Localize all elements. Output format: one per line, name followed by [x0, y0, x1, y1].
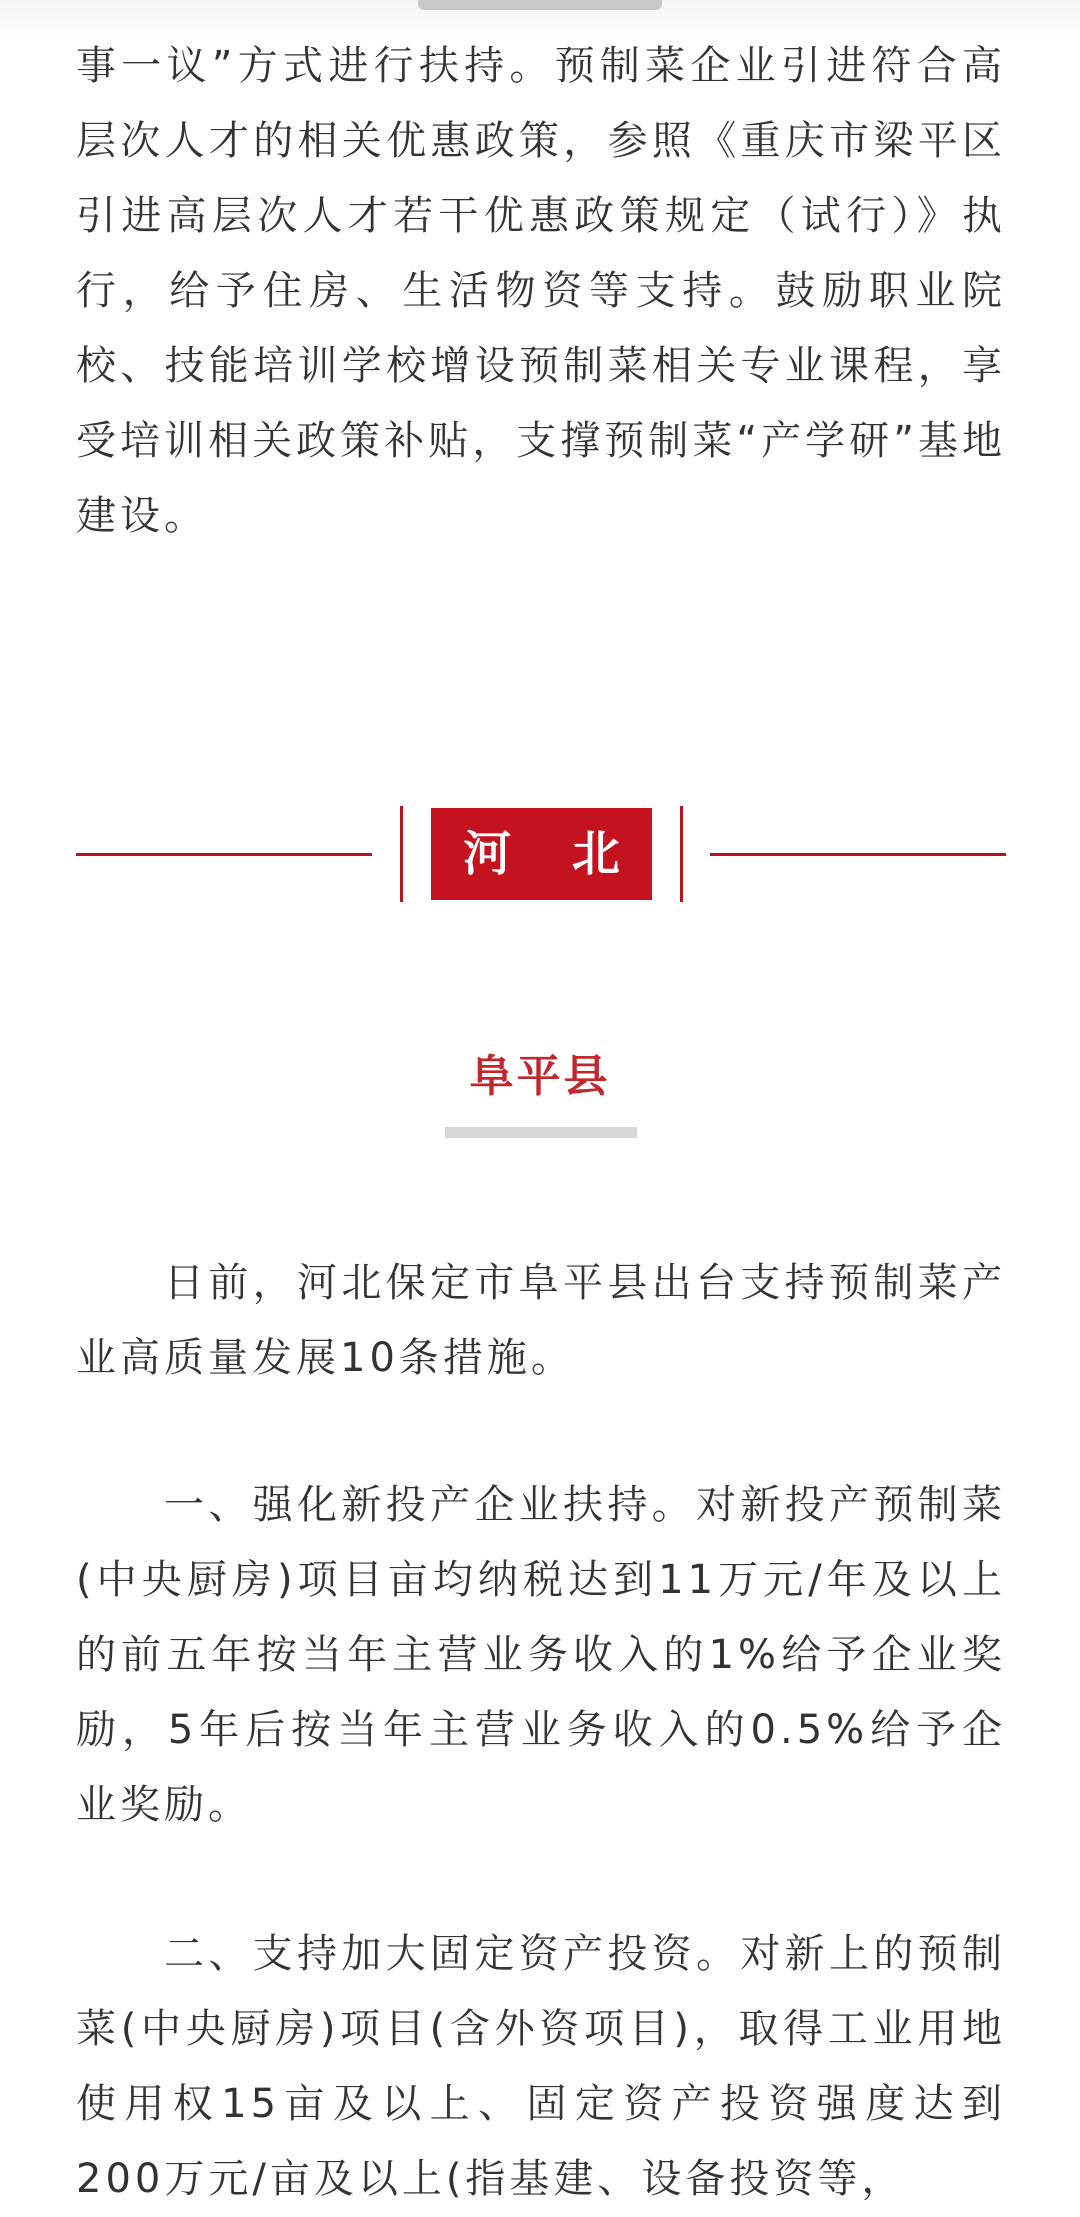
measure-1-paragraph: 一、强化新投产企业扶持。对新投产预制菜(中央厨房)项目亩均纳税达到11万元/年及以上的前五年按当年主营业务收入的1%给予企业奖励，5年后按当年主营业务收入的0.5%给予企业奖励。 — [76, 1482, 1006, 1828]
section-header-left-rule — [76, 853, 372, 856]
section-header-right-rule — [710, 853, 1006, 856]
subtitle: 阜平县 — [469, 1051, 611, 1102]
intro-paragraph: 日前，河北保定市阜平县出台支持预制菜产业高质量发展10条措施。 — [76, 1260, 1006, 1381]
subtitle-underline — [445, 1127, 637, 1138]
measure-2-paragraph: 二、支持加大固定资产投资。对新上的预制菜(中央厨房)项目(含外资项目)，取得工业用地使用权15亩及以上、固定资产投资强度达到200万元/亩及以上(指基建、设备投资等， — [76, 1931, 1006, 2202]
section-title: 河 北 — [431, 808, 652, 900]
section-header-right-bar — [680, 806, 683, 902]
top-paragraph: 事一议”方式进行扶持。预制菜企业引进符合高层次人才的相关优惠政策，参照《重庆市梁平区引进高层次人才若干优惠政策规定（试行）》执行，给予住房、生活物资等支持。鼓励职业院校、技能培训学校增设预制菜相关专业课程，享受培训相关政策补贴，支撑预制菜“产学研”基地建设。 — [76, 43, 1006, 539]
section-header-left-bar — [400, 806, 403, 902]
previous-heading-remnant — [418, 0, 662, 10]
section-header — [76, 806, 1006, 902]
